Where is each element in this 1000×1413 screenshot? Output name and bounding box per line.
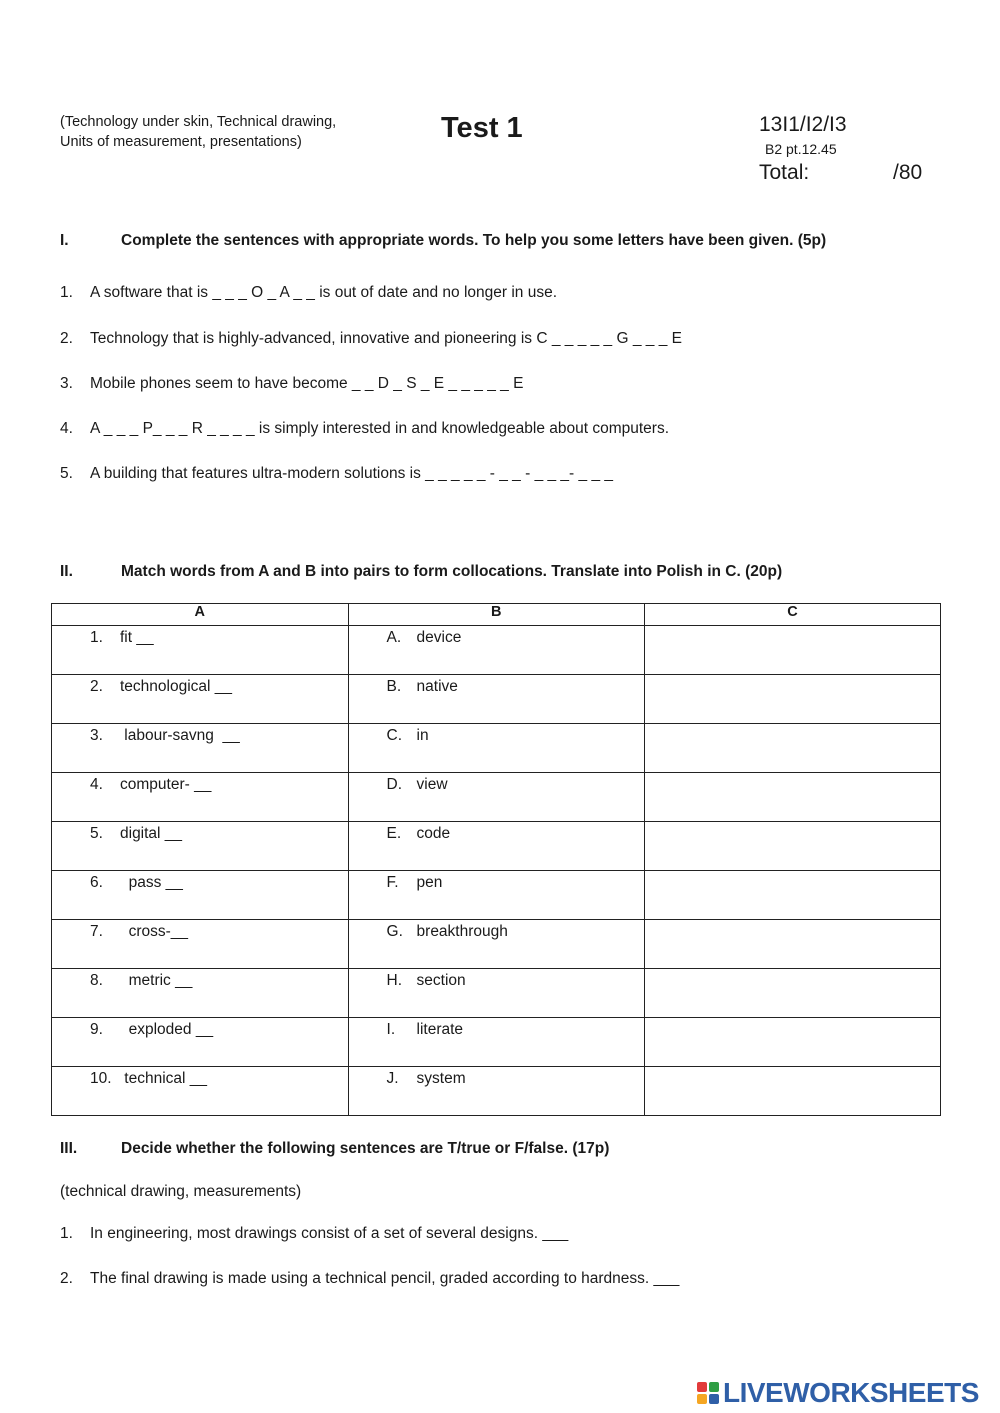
section-2-heading (60, 563, 960, 585)
s1-item-text: A building that features ultra-modern solutions is _ _ _ _ _ - _ _ - _ _ _- _ _ _ (90, 465, 613, 482)
table-row (52, 675, 941, 724)
cell-c-answer[interactable] (644, 1067, 940, 1116)
cell-c-answer[interactable] (644, 675, 940, 724)
cell-a (52, 1067, 349, 1116)
section-1-heading (60, 232, 960, 254)
cell-b (348, 724, 644, 773)
logo-square (709, 1382, 719, 1392)
section-3-subtitle: (technical drawing, measurements) (60, 1183, 302, 1200)
s1-item (60, 330, 682, 348)
s1-item-text: Mobile phones seem to have become _ _ D _ S _ E _ _ _ _ _ E (90, 375, 524, 392)
level-label: B2 pt.12.45 (765, 141, 837, 157)
s3-item-text: The final drawing is made using a technical pencil, graded according to hardness. ___ (90, 1270, 680, 1287)
s3-item (60, 1225, 568, 1243)
cell-c-answer[interactable] (644, 920, 940, 969)
b-word: pen (416, 874, 443, 891)
b-letter: A. (386, 629, 402, 646)
cell-b (348, 1067, 644, 1116)
s1-item-number: 1. (60, 284, 73, 301)
s1-item-text: A _ _ _ P_ _ _ R _ _ _ _ is simply interested in and knowledgeable about computers. (90, 420, 670, 437)
page-title: Test 1 (441, 112, 523, 144)
cell-c-answer[interactable] (644, 1018, 940, 1067)
cell-a (52, 724, 349, 773)
table-header-row (52, 604, 941, 626)
matching-table (51, 603, 941, 1116)
cell-b (348, 969, 644, 1018)
b-word: system (416, 1070, 466, 1087)
table-row (52, 724, 941, 773)
a-number: 7. (90, 923, 103, 940)
cell-a (52, 773, 349, 822)
b-letter: H. (386, 972, 403, 989)
section-1-instruction: Complete the sentences with appropriate words. To help you some letters have been given. (5p) (121, 232, 827, 249)
s1-item (60, 375, 523, 393)
a-number: 8. (90, 972, 103, 989)
cell-a (52, 920, 349, 969)
b-letter: F. (386, 874, 399, 891)
a-number: 4. (90, 776, 103, 793)
b-word: breakthrough (416, 923, 508, 940)
table-row (52, 969, 941, 1018)
table-row (52, 1018, 941, 1067)
cell-a (52, 822, 349, 871)
a-number: 9. (90, 1021, 103, 1038)
a-word: digital __ (120, 825, 183, 842)
b-word: native (416, 678, 458, 695)
s1-item-number: 5. (60, 465, 73, 482)
b-letter: B. (386, 678, 402, 695)
cell-c-answer[interactable] (644, 626, 940, 675)
section-3-number: III. (60, 1140, 78, 1157)
section-3-instruction: Decide whether the following sentences are T/true or F/false. (17p) (121, 1140, 610, 1157)
cell-c-answer[interactable] (644, 871, 940, 920)
column-header-c: C (644, 604, 940, 626)
a-word: labour-savng __ (120, 727, 240, 744)
logo-square (697, 1382, 707, 1392)
s3-item (60, 1270, 679, 1288)
a-word: technological __ (120, 678, 233, 695)
cell-b (348, 626, 644, 675)
section-1-number: I. (60, 232, 69, 249)
table-row (52, 773, 941, 822)
b-word: code (416, 825, 451, 842)
class-code: 13I1/I2/I3 (759, 113, 847, 136)
topics-note (60, 112, 336, 152)
a-word: technical __ (120, 1070, 208, 1087)
b-letter: J. (386, 1070, 399, 1087)
b-word: literate (416, 1021, 464, 1038)
b-word: device (416, 629, 462, 646)
table-row (52, 871, 941, 920)
cell-c-answer[interactable] (644, 822, 940, 871)
topics-line-2: Units of measurement, presentations) (60, 134, 302, 150)
a-number: 3. (90, 727, 103, 744)
section-2-number: II. (60, 563, 73, 580)
s1-item-text: Technology that is highly-advanced, innovative and pioneering is C _ _ _ _ _ G _ _ _ E (90, 330, 682, 347)
cell-c-answer[interactable] (644, 773, 940, 822)
b-word: in (416, 727, 429, 744)
b-letter: C. (386, 727, 403, 744)
a-number: 6. (90, 874, 103, 891)
total-points: /80 (893, 161, 923, 184)
a-number: 1. (90, 629, 103, 646)
s1-item-text: A software that is _ _ _ O _ A _ _ is out of date and no longer in use. (90, 284, 558, 301)
a-word: computer- __ (120, 776, 212, 793)
s3-item-number: 2. (60, 1270, 73, 1287)
logo-square (697, 1394, 707, 1404)
s3-item-number: 1. (60, 1225, 73, 1242)
a-word: exploded __ (120, 1021, 214, 1038)
a-number: 10. (90, 1070, 112, 1087)
b-word: view (416, 776, 448, 793)
s1-item-number: 3. (60, 375, 73, 392)
a-number: 5. (90, 825, 103, 842)
logo-icon (697, 1382, 719, 1404)
table-row (52, 626, 941, 675)
liveworksheets-logo (697, 1376, 979, 1410)
cell-b (348, 675, 644, 724)
logo-text: LIVEWORKSHEETS (723, 1377, 979, 1408)
s3-item-text: In engineering, most drawings consist of a set of several designs. ___ (90, 1225, 569, 1242)
table-row (52, 1067, 941, 1116)
logo-square (709, 1394, 719, 1404)
a-word: pass __ (120, 874, 183, 891)
cell-a (52, 969, 349, 1018)
s1-item (60, 284, 557, 302)
a-number: 2. (90, 678, 103, 695)
cell-b (348, 1018, 644, 1067)
cell-b (348, 773, 644, 822)
s1-item-number: 2. (60, 330, 73, 347)
table-row (52, 822, 941, 871)
cell-a (52, 1018, 349, 1067)
cell-a (52, 871, 349, 920)
s1-item (60, 420, 669, 438)
section-2-instruction: Match words from A and B into pairs to form collocations. Translate into Polish in C. (20p) (121, 563, 783, 580)
column-header-b: B (348, 604, 644, 626)
s1-item (60, 465, 613, 483)
column-header-a: A (52, 604, 349, 626)
s1-item-number: 4. (60, 420, 73, 437)
cell-c-answer[interactable] (644, 969, 940, 1018)
total-label: Total: (759, 161, 810, 184)
a-word: fit __ (120, 629, 154, 646)
section-3-heading (60, 1140, 960, 1162)
cell-a (52, 675, 349, 724)
cell-b (348, 871, 644, 920)
cell-b (348, 822, 644, 871)
b-letter: G. (386, 923, 403, 940)
cell-a (52, 626, 349, 675)
a-word: cross-__ (120, 923, 189, 940)
cell-c-answer[interactable] (644, 724, 940, 773)
b-letter: I. (386, 1021, 396, 1038)
b-letter: D. (386, 776, 403, 793)
b-letter: E. (386, 825, 402, 842)
table-row (52, 920, 941, 969)
b-word: section (416, 972, 466, 989)
topics-line-1: (Technology under skin, Technical drawing, (60, 114, 337, 130)
total-score (759, 161, 923, 185)
cell-b (348, 920, 644, 969)
a-word: metric __ (120, 972, 193, 989)
